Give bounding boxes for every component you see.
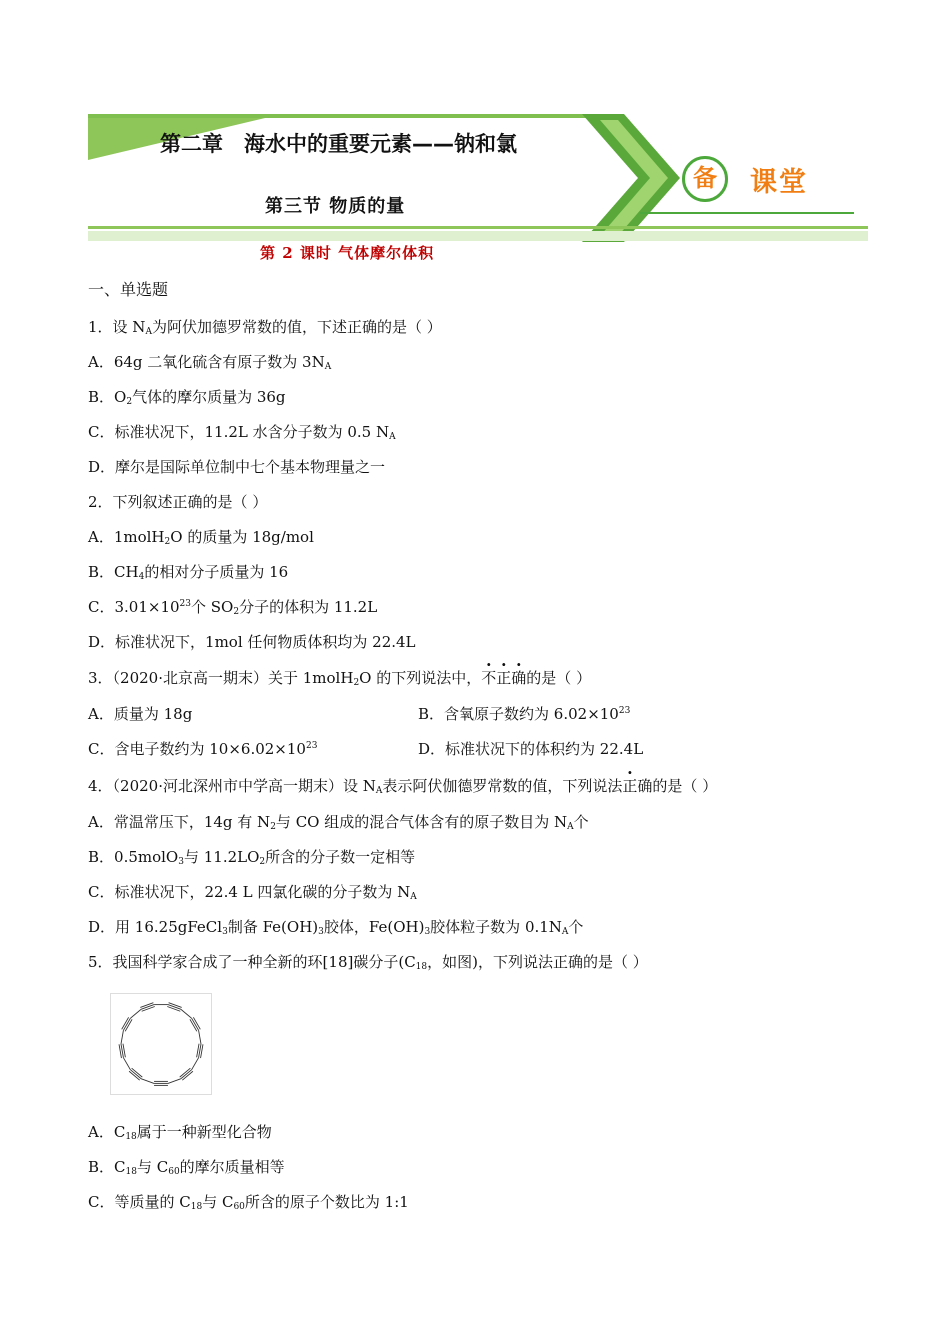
c18-ring-figure (110, 993, 212, 1095)
q4-stem: 4．（2020·河北深州市中学高一期末）设 $N_A$表示阿伏伽德罗常数的值，下列说法正确的是（ ） (88, 777, 718, 796)
q1-option-b: B．$O_2$气体的摩尔质量为 36g (88, 388, 286, 407)
q1-option-c: C．标准状况下，11.2L 水含分子数为 0.5 $N_A$ (88, 423, 396, 442)
q2-option-c: C．$3.01\times 10^{23}$个 $SO_2$分子的体积为 11.2L (88, 598, 378, 617)
q1-option-a: A．64g 二氧化硫含有原子数为 $3N_A$ (88, 353, 332, 372)
q2-option-d: D．标准状况下，1mol 任何物质体积均为 22.4L (88, 633, 416, 651)
ring-bond-line (181, 1009, 192, 1018)
q1-stem: 1．设 $N_A$为阿伏加德罗常数的值，下述正确的是（ ） (88, 318, 442, 337)
ring-bond-line (123, 1058, 130, 1070)
ring-bond-line (141, 1079, 154, 1084)
section-title: 第三节 物质的量 (265, 196, 406, 217)
q4-option-b: B．0.5molO$_3$与 $11.2LO_2$所含的分子数一定相等 (88, 848, 416, 867)
brand-logo-circle: 备 (682, 156, 728, 202)
section-heading: 一、单选题 (88, 280, 169, 299)
ring-bond-line (121, 1030, 123, 1044)
q3-stem: 3．（2020·北京高一期末）关于 1molH$_2$O 的下列说法中，不正确的是（ ） (88, 669, 592, 688)
q3-option-c: C．含电子数约为 $10\times 6.02\times 10^{23}$ (88, 740, 318, 758)
banner-bottom-stripe-1 (88, 226, 868, 229)
q5-option-c: C．等质量的 $C_{18}$与 $C_{60}$所含的原子个数比为 1:1 (88, 1193, 409, 1212)
q5-option-b: B．$C_{18}$与 $C_{60}$的摩尔质量相等 (88, 1158, 285, 1177)
ring-bond-line (192, 1058, 199, 1070)
q3-option-d: D．标准状况下的体积约为 22.4L (418, 740, 644, 758)
q3-option-a: A．质量为 18g (88, 705, 193, 723)
q2-option-b: B．$CH_4$的相对分子质量为 16 (88, 563, 289, 582)
q3-option-b: B．含氧原子数约为 $6.02\times 10^{23}$ (418, 705, 631, 723)
chapter-title: 第二章 海水中的重要元素——钠和氯 (160, 132, 517, 156)
q2-option-a: A．1molH$_2$O 的质量为 18g/mol (88, 528, 314, 547)
q4-option-a: A．常温常压下，14g 有 $N_2$与 CO 组成的混合气体含有的原子数目为 $N_A$个 (88, 813, 589, 832)
lesson-title: 第 2 课时 气体摩尔体积 (260, 244, 435, 262)
banner-brand-underline (640, 212, 854, 214)
ring-bond-line (130, 1009, 141, 1018)
q5-stem: 5．我国科学家合成了一种全新的环[18]碳分子($C_{18}$，如图)，下列说法正确的是（ ） (88, 953, 648, 972)
q4-option-d: D．用 16.25gFeCl$_3$制备 $Fe(OH)_3$胶体，$Fe(OH)_3$胶体粒子数为 $0.1N_A$个 (88, 918, 584, 937)
banner-top-stripe (88, 114, 588, 118)
q2-stem: 2．下列叙述正确的是（ ） (88, 493, 268, 511)
ring-bond-line (168, 1079, 181, 1084)
q5-option-a: A．$C_{18}$属于一种新型化合物 (88, 1123, 272, 1142)
banner-bottom-stripe-2 (88, 231, 868, 241)
ring-bond-line (199, 1030, 201, 1044)
brand-logo-text: 课堂 (750, 167, 808, 198)
q4-option-c: C．标准状况下，22.4 L 四氯化碳的分子数为 $N_A$ (88, 883, 417, 902)
c18-ring-graphic (111, 994, 211, 1094)
q1-option-d: D．摩尔是国际单位制中七个基本物理量之一 (88, 458, 386, 476)
